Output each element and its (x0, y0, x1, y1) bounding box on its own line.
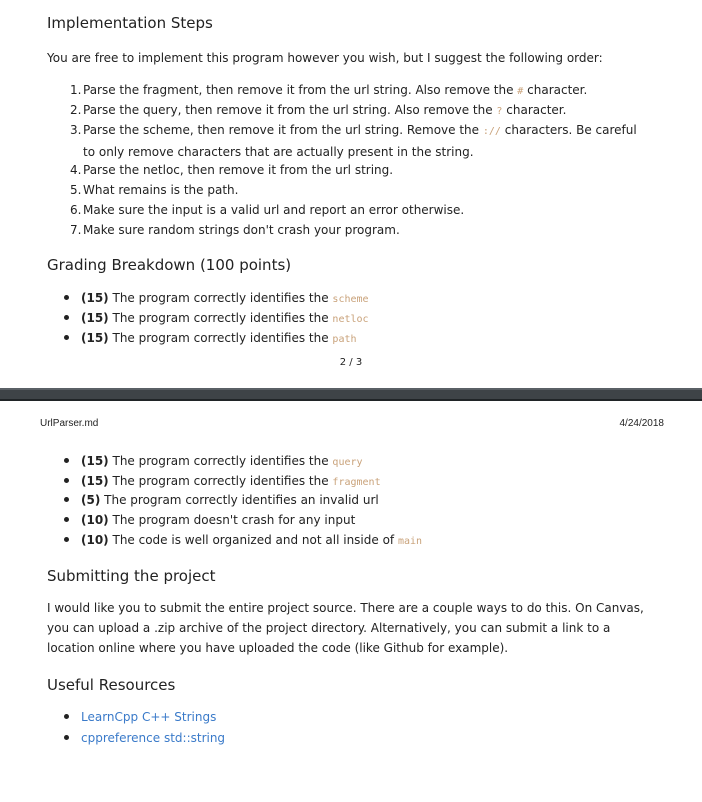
step-text: character. (502, 103, 567, 117)
implementation-steps-heading: Implementation Steps (47, 14, 213, 32)
points: (10) (81, 513, 109, 527)
step-item (70, 200, 640, 220)
bullet-icon (64, 315, 69, 320)
grading-item (64, 530, 422, 552)
inline-code: :// (482, 126, 501, 137)
inline-code: fragment (332, 477, 381, 488)
grading-item (64, 510, 355, 530)
inline-code: netloc (332, 314, 369, 325)
step-item (70, 220, 640, 240)
intro-paragraph: You are free to implement this program however you wish, but I suggest the following order: (47, 51, 603, 65)
header-date: 4/24/2018 (619, 418, 664, 429)
grading-text: The program correctly identifies the (108, 311, 333, 325)
bullet-icon (64, 335, 69, 340)
points: (15) (81, 311, 109, 325)
step-text: character. (523, 83, 588, 97)
step-item (70, 180, 640, 200)
grading-item (64, 288, 369, 310)
grading-text: The program correctly identifies the (108, 474, 333, 488)
step-text: Make sure random strings don't crash your program. (83, 223, 400, 237)
step-text: Parse the netloc, then remove it from the url string. (83, 163, 394, 177)
page-number: 2 / 3 (339, 357, 363, 368)
step-text: Parse the scheme, then remove it from the url string. Remove the (83, 123, 483, 137)
submit-paragraph: I would like you to submit the entire project source. There are a couple ways to do this. On Canvas, you can upload a .zip archive of the project directory. Alternatively, you can submit a link to a location online where you have uploaded the code (like Github for example). (47, 601, 644, 655)
step-number: 1. (70, 83, 82, 97)
step-number: 5. (70, 183, 82, 197)
inline-code: query (332, 457, 363, 468)
resource-item (64, 728, 225, 748)
step-item (70, 120, 640, 162)
points: (15) (81, 291, 109, 305)
grading-item (64, 451, 363, 473)
step-item (70, 100, 640, 122)
grading-text: The program correctly identifies the (108, 331, 333, 345)
inline-code: main (397, 536, 423, 547)
bullet-icon (64, 714, 69, 719)
bullet-icon (64, 497, 69, 502)
points: (5) (81, 493, 101, 507)
inline-code: scheme (332, 294, 369, 305)
grading-text: The code is well organized and not all inside of (108, 533, 398, 547)
document-page-1 (0, 0, 702, 388)
step-item (70, 160, 640, 180)
cppreference-link[interactable]: cppreference std::string (81, 731, 226, 745)
resource-item (64, 707, 216, 727)
step-number: 2. (70, 103, 82, 117)
grading-breakdown-heading: Grading Breakdown (100 points) (47, 256, 292, 274)
step-number: 4. (70, 163, 82, 177)
step-number: 7. (70, 223, 82, 237)
step-number: 6. (70, 203, 82, 217)
step-item (70, 80, 640, 102)
grading-text: The program correctly identifies the (108, 454, 333, 468)
points: (10) (81, 533, 109, 547)
grading-item (64, 490, 379, 510)
useful-resources-heading: Useful Resources (47, 676, 176, 694)
step-text: Make sure the input is a valid url and report an error otherwise. (83, 203, 465, 217)
bullet-icon (64, 537, 69, 542)
step-text: characters. Be careful to only remove characters that are actually present in the string. (83, 123, 637, 159)
step-text: Parse the fragment, then remove it from the url string. Also remove the (83, 83, 518, 97)
inline-code: # (517, 86, 524, 97)
grading-text: The program correctly identifies an invalid url (100, 493, 379, 507)
grading-text: The program doesn't crash for any input (108, 513, 356, 527)
inline-code: path (332, 334, 357, 345)
step-text: What remains is the path. (83, 183, 239, 197)
page-separator (0, 388, 702, 401)
bullet-icon (64, 295, 69, 300)
step-number: 3. (70, 123, 82, 137)
submitting-heading: Submitting the project (47, 567, 216, 585)
bullet-icon (64, 517, 69, 522)
grading-item (64, 328, 357, 350)
bullet-icon (64, 458, 69, 463)
bullet-icon (64, 735, 69, 740)
points: (15) (81, 331, 109, 345)
step-text: Parse the query, then remove it from the url string. Also remove the (83, 103, 497, 117)
inline-code: ? (496, 106, 503, 117)
grading-text: The program correctly identifies the (108, 291, 333, 305)
grading-item (64, 308, 369, 330)
header-filename: UrlParser.md (40, 418, 99, 429)
points: (15) (81, 474, 109, 488)
learncpp-link[interactable]: LearnCpp C++ Strings (81, 710, 217, 724)
points: (15) (81, 454, 109, 468)
bullet-icon (64, 478, 69, 483)
